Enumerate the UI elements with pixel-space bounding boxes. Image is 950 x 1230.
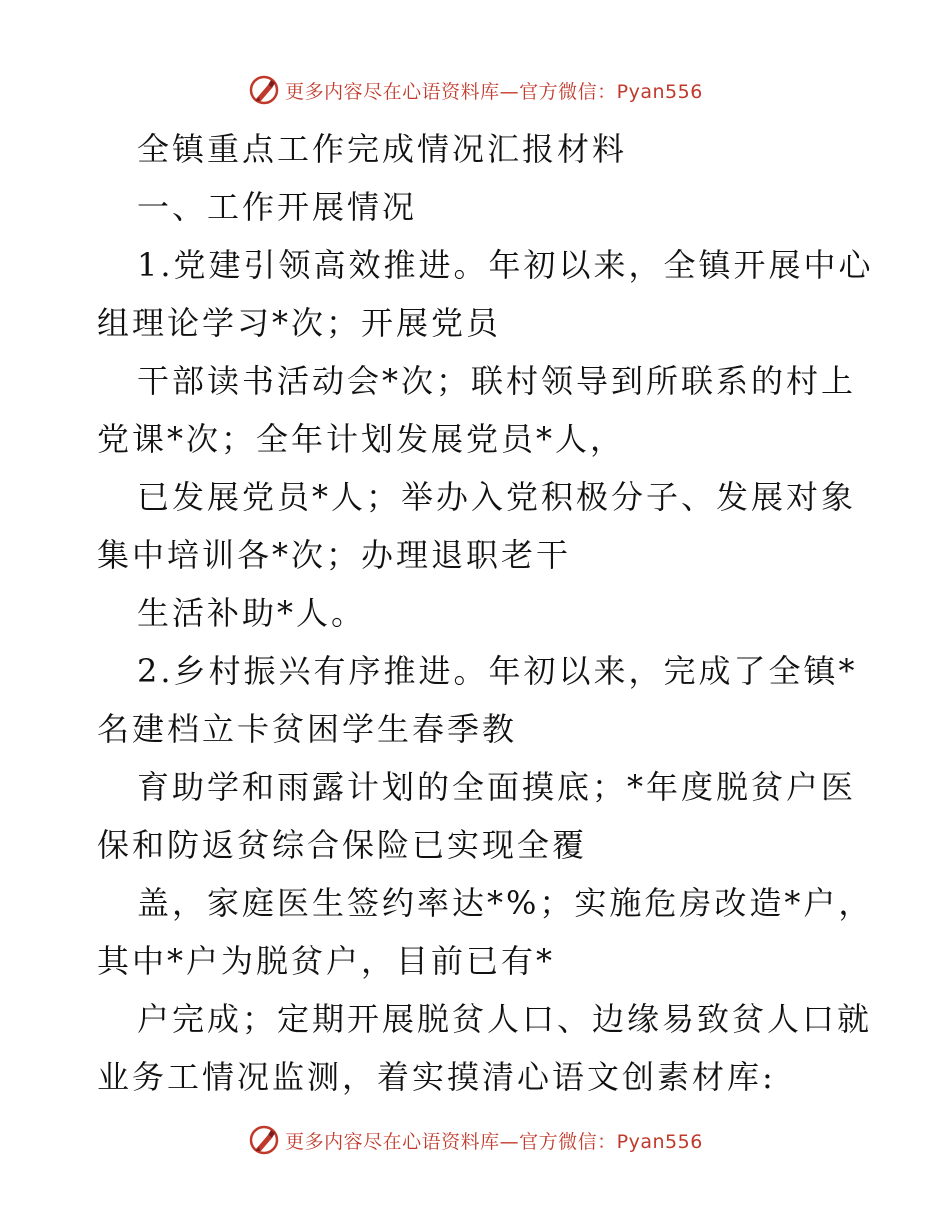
document-title: 全镇重点工作完成情况汇报材料 — [137, 130, 628, 168]
paragraph-line: 生活补助*人。 — [137, 594, 367, 632]
paragraph-line: 其中*户为脱贫户，目前已有* — [97, 942, 556, 980]
watermark-text: 更多内容尽在心语资料库—官方微信：Pyan556 — [285, 80, 703, 103]
paragraph-line: 干部读书活动会*次；联村领导到所联系的村上 — [137, 362, 857, 400]
paragraph-line: 1.党建引领高效推进。年初以来，全镇开展中心 — [137, 246, 874, 284]
footer-watermark — [0, 1120, 950, 1160]
paragraph-line: 已发展党员*人；举办入党积极分子、发展对象 — [137, 478, 857, 516]
paragraph-line: 业务工情况监测，着实摸清心语文创素材库: — [97, 1058, 776, 1096]
document-body — [97, 120, 874, 1106]
paragraph-line: 保和防返贫综合保险已实现全覆 — [97, 826, 588, 864]
paragraph-line: 组理论学习*次；开展党员 — [97, 304, 502, 342]
paragraph-line: 育助学和雨露计划的全面摸底；*年度脱贫户医 — [137, 768, 857, 806]
lightbulb-pen-logo-icon — [247, 73, 281, 107]
paragraph-line: 名建档立卡贫困学生春季教 — [97, 710, 518, 748]
paragraph-line: 党课*次；全年计划发展党员*人， — [97, 420, 626, 458]
paragraph-line: 盖，家庭医生签约率达*%；实施危房改造*户， — [137, 884, 874, 922]
watermark-text: 更多内容尽在心语资料库—官方微信：Pyan556 — [285, 1130, 703, 1153]
paragraph-line: 2.乡村振兴有序推进。年初以来，完成了全镇* — [137, 652, 858, 690]
header-watermark — [0, 70, 950, 110]
section-heading: 一、工作开展情况 — [137, 188, 418, 226]
lightbulb-pen-logo-icon — [247, 1123, 281, 1157]
paragraph-line: 户完成；定期开展脱贫人口、边缘易致贫人口就 — [137, 1000, 873, 1038]
paragraph-line: 集中培训各*次；办理退职老干 — [97, 536, 572, 574]
